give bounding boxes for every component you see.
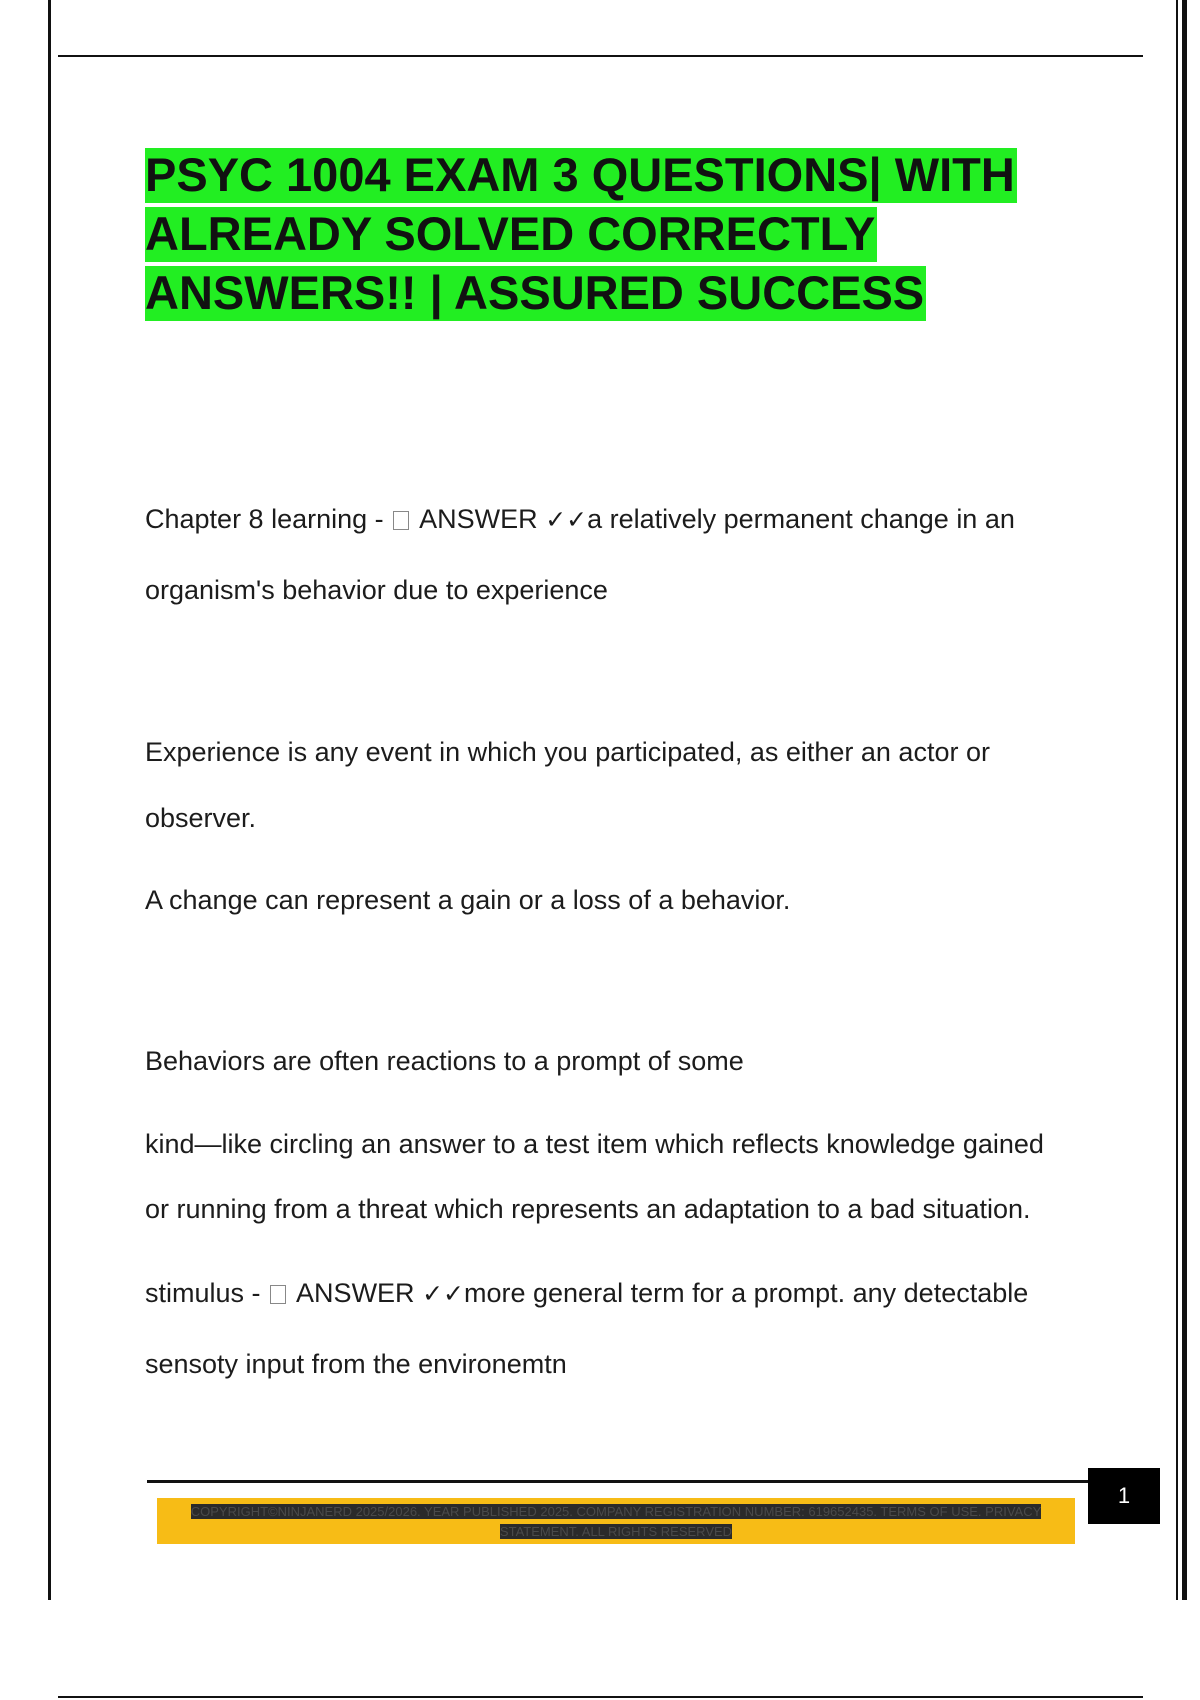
paragraph-behaviors: Behaviors are often reactions to a prompt of some	[145, 1046, 744, 1076]
title-line: ANSWERS!! | ASSURED SUCCESS	[145, 266, 925, 319]
paragraph-change: A change can represent a gain or a loss of a behavior.	[145, 885, 791, 915]
page-right-border-inner	[1176, 0, 1178, 1600]
title-line: ALREADY SOLVED CORRECTLY	[145, 207, 876, 260]
entry-stimulus-line2: sensoty input from the environemtn	[145, 1349, 567, 1379]
title-line: PSYC 1004 EXAM 3 QUESTIONS| WITH	[145, 148, 1015, 201]
document-title	[145, 145, 1075, 322]
footer-copyright-text	[157, 1502, 1075, 1542]
footer-rule	[147, 1480, 1090, 1483]
bottom-rule	[58, 1696, 1143, 1698]
page-number: 1	[1088, 1468, 1160, 1524]
double-check-icon: ✓✓	[422, 1279, 464, 1308]
paragraph-behaviors-cont1: kind—like circling an answer to a test item which reflects knowledge gained	[145, 1129, 1044, 1159]
missing-glyph-box-icon	[393, 511, 409, 530]
paragraph-experience-cont: observer.	[145, 803, 257, 833]
entry-learning-line2: organism's behavior due to experience	[145, 575, 608, 605]
page-left-border	[48, 0, 51, 1600]
entry-stimulus-line1: stimulus - ANSWER ✓✓more general term for a prompt. any detectable	[145, 1278, 1029, 1308]
missing-glyph-box-icon	[270, 1285, 286, 1304]
page-right-border	[1182, 0, 1187, 1600]
copyright-line2: STATEMENT. ALL RIGHTS RESERVED	[499, 1524, 733, 1539]
entry-learning-line1: Chapter 8 learning - ANSWER ✓✓a relatively permanent change in an	[145, 504, 1015, 534]
copyright-line1: COPYRIGHT©NINJANERD 2025/2026. YEAR PUBLISHED 2025. COMPANY REGISTRATION NUMBER: 619652435. TERMS OF USE. PRIVACY	[190, 1504, 1042, 1519]
header-rule	[58, 55, 1143, 57]
double-check-icon: ✓✓	[545, 505, 588, 534]
paragraph-experience: Experience is any event in which you participated, as either an actor or	[145, 737, 990, 767]
paragraph-behaviors-cont2: or running from a threat which represents an adaptation to a bad situation.	[145, 1194, 1031, 1224]
